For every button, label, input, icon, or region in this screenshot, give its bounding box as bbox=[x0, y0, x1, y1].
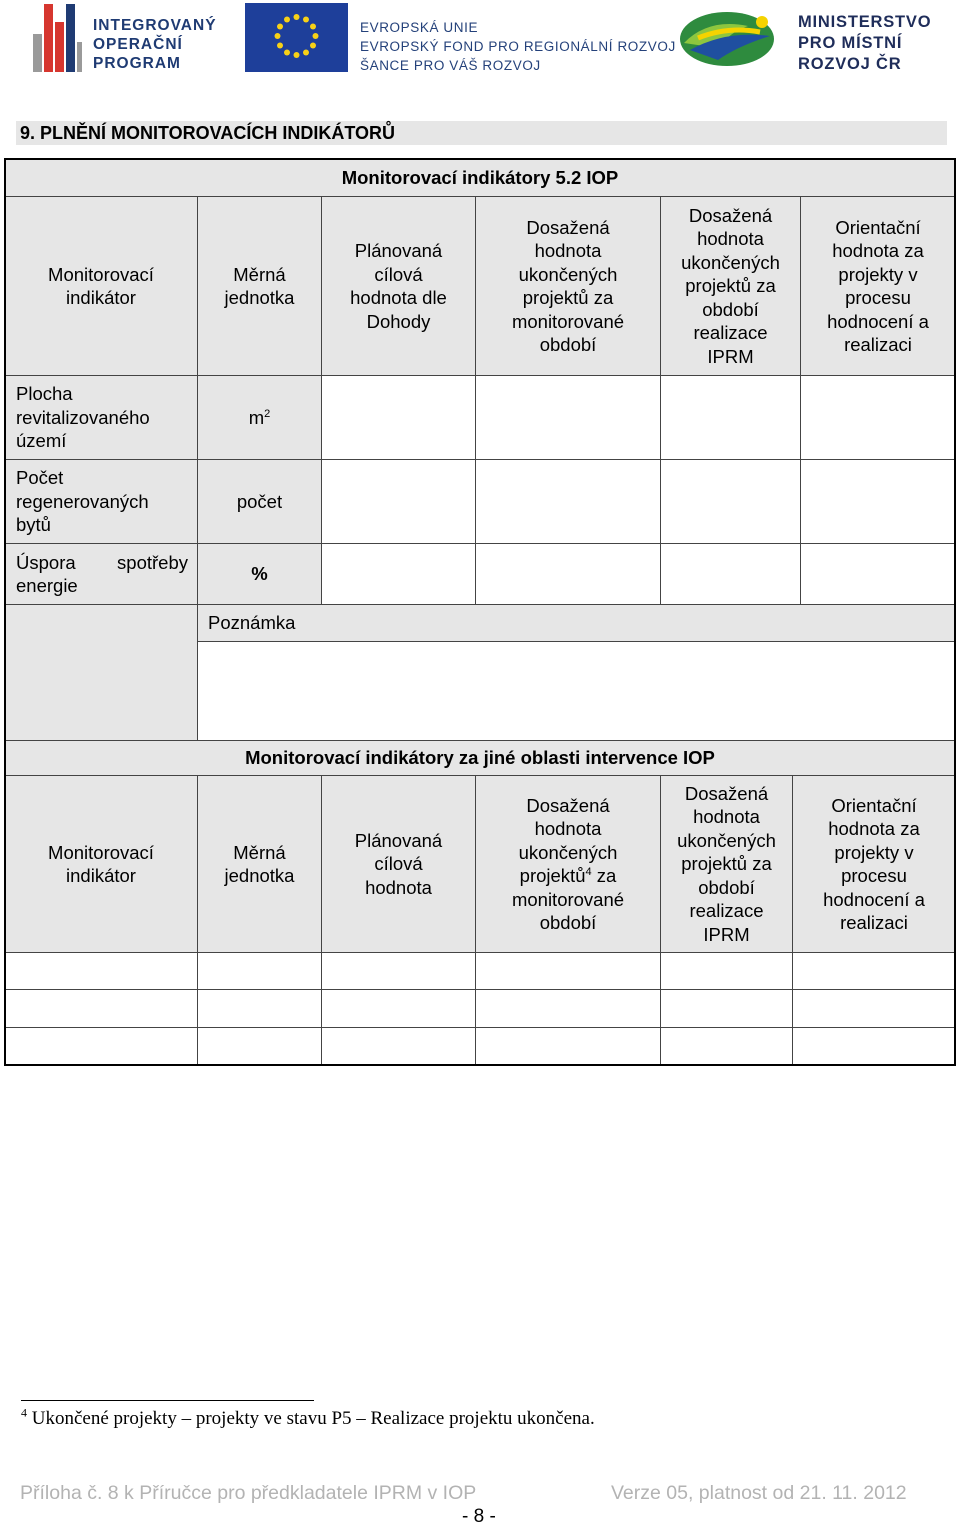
row3-unit: % bbox=[251, 563, 268, 585]
monitoring-indicators-table bbox=[4, 158, 956, 1066]
table-row-indicator bbox=[4, 459, 198, 544]
logo-header bbox=[0, 0, 960, 80]
row2-orientation-cell[interactable] bbox=[800, 459, 956, 544]
t2-header-unit bbox=[197, 775, 322, 953]
row3-achieved-cell[interactable] bbox=[475, 543, 661, 605]
table-row-unit bbox=[197, 459, 322, 544]
row3-iprm-cell[interactable] bbox=[660, 543, 801, 605]
row1-orientation-cell[interactable] bbox=[800, 375, 956, 460]
t2-row2-planned-cell[interactable] bbox=[321, 989, 476, 1028]
t2-row2-unit-cell[interactable] bbox=[197, 989, 322, 1028]
t2-header-orientation-label: Orientační hodnota za projekty v procesu hodnocení a realizaci bbox=[823, 794, 925, 933]
row3-orientation-cell[interactable] bbox=[800, 543, 956, 605]
header-achieved-period-label: Dosažená hodnota ukončených projektů za monitorované období bbox=[511, 216, 625, 355]
header-unit-label: Měrná jednotka bbox=[224, 263, 295, 308]
table-row-unit bbox=[197, 543, 322, 605]
t2-header-indicator-label: Monitorovací indikátor bbox=[48, 841, 154, 886]
iop-logo-bars-icon bbox=[33, 4, 85, 72]
page-number: - 8 - bbox=[462, 1506, 496, 1527]
ministry-text: MINISTERSTVO PRO MÍSTNÍ ROZVOJ ČR bbox=[798, 13, 932, 73]
table1-title: Monitorovací indikátory 5.2 IOP bbox=[4, 158, 956, 197]
t2-row1-unit-cell[interactable] bbox=[197, 952, 322, 990]
row2-unit: počet bbox=[236, 490, 283, 512]
t2-row1-indicator-cell[interactable] bbox=[4, 952, 198, 990]
iop-logo-text: INTEGROVANÝ OPERAČNÍ PROGRAM bbox=[93, 17, 217, 72]
t2-row2-iprm-cell[interactable] bbox=[660, 989, 793, 1028]
t2-header-orientation bbox=[792, 775, 956, 953]
footnote-number: 4 bbox=[21, 1405, 27, 1420]
footnote-divider bbox=[21, 1400, 314, 1401]
table-row-indicator bbox=[4, 543, 198, 605]
footnote bbox=[21, 1405, 595, 1430]
footer-version: Verze 05, platnost od 21. 11. 2012 bbox=[611, 1482, 907, 1504]
t2-header-achieved-iprm bbox=[660, 775, 793, 953]
row1-iprm-cell[interactable] bbox=[660, 375, 801, 460]
t2-row3-unit-cell[interactable] bbox=[197, 1027, 322, 1066]
row1-indicator: Plocha revitalizovaného území bbox=[16, 383, 150, 452]
t2-header-indicator bbox=[4, 775, 198, 953]
row1-unit: $m^2$ bbox=[248, 406, 271, 428]
note-spacer bbox=[4, 604, 198, 741]
eu-text: EVROPSKÁ UNIE EVROPSKÝ FOND PRO REGIONÁLNÍ ROZVOJ ŠANCE PRO VÁŠ ROZVOJ bbox=[360, 20, 676, 73]
t2-row3-planned-cell[interactable] bbox=[321, 1027, 476, 1066]
t2-row2-achieved-cell[interactable] bbox=[475, 989, 661, 1028]
t2-row1-orientation-cell[interactable] bbox=[792, 952, 956, 990]
header-orientation-label: Orientační hodnota za projekty v procesu hodnocení a realizaci bbox=[827, 216, 929, 355]
ministry-logo-icon bbox=[678, 8, 776, 70]
footnote-text: Ukončené projekty – projekty ve stavu P5 – Realizace projektu ukončena. bbox=[31, 1408, 595, 1429]
note-field[interactable] bbox=[197, 641, 956, 741]
t2-row3-orientation-cell[interactable] bbox=[792, 1027, 956, 1066]
t2-row1-planned-cell[interactable] bbox=[321, 952, 476, 990]
row2-iprm-cell[interactable] bbox=[660, 459, 801, 544]
row3-planned-cell[interactable] bbox=[321, 543, 476, 605]
t2-row2-indicator-cell[interactable] bbox=[4, 989, 198, 1028]
header-indicator-label: Monitorovací indikátor bbox=[48, 263, 154, 308]
t2-row2-orientation-cell[interactable] bbox=[792, 989, 956, 1028]
t2-header-unit-label: Měrná jednotka bbox=[224, 841, 295, 886]
row2-indicator: Počet regenerovaných bytů bbox=[16, 467, 149, 536]
t2-row3-achieved-cell[interactable] bbox=[475, 1027, 661, 1066]
footer-document-name: Příloha č. 8 k Příručce pro předkladatele IPRM v IOP bbox=[20, 1482, 477, 1504]
table-row-indicator bbox=[4, 375, 198, 460]
table2-title: Monitorovací indikátory za jiné oblasti intervence IOP bbox=[4, 740, 956, 776]
row1-achieved-cell[interactable] bbox=[475, 375, 661, 460]
row3-indicator: Úspora spotřeby energie bbox=[16, 551, 188, 596]
header-achieved-iprm bbox=[660, 196, 801, 376]
header-indicator bbox=[4, 196, 198, 376]
table-row-unit bbox=[197, 375, 322, 460]
t2-header-achieved-iprm-label: Dosažená hodnota ukončených projektů za období realizace IPRM bbox=[677, 782, 776, 945]
header-unit bbox=[197, 196, 322, 376]
note-label: Poznámka bbox=[197, 604, 956, 642]
header-achieved-iprm-label: Dosažená hodnota ukončených projektů za období realizace IPRM bbox=[681, 204, 780, 367]
eu-flag-icon bbox=[245, 3, 348, 72]
t2-header-planned-label: Plánovaná cílová hodnota bbox=[354, 829, 443, 898]
t2-row3-indicator-cell[interactable] bbox=[4, 1027, 198, 1066]
t2-row1-achieved-cell[interactable] bbox=[475, 952, 661, 990]
row2-planned-cell[interactable] bbox=[321, 459, 476, 544]
row1-planned-cell[interactable] bbox=[321, 375, 476, 460]
header-planned-value bbox=[321, 196, 476, 376]
iop-logo bbox=[33, 4, 218, 72]
section-title: 9. PLNĚNÍ MONITOROVACÍCH INDIKÁTORŮ bbox=[16, 121, 947, 145]
t2-row3-iprm-cell[interactable] bbox=[660, 1027, 793, 1066]
header-planned-label: Plánovaná cílová hodnota dle Dohody bbox=[350, 240, 447, 332]
header-achieved-period bbox=[475, 196, 661, 376]
row2-achieved-cell[interactable] bbox=[475, 459, 661, 544]
header-orientation bbox=[800, 196, 956, 376]
t2-header-achieved-period-label: Dosažená hodnota ukončených projektů$^4$ za monitorované období bbox=[511, 794, 625, 933]
t2-header-planned bbox=[321, 775, 476, 953]
t2-header-achieved-period bbox=[475, 775, 661, 953]
t2-row1-iprm-cell[interactable] bbox=[660, 952, 793, 990]
